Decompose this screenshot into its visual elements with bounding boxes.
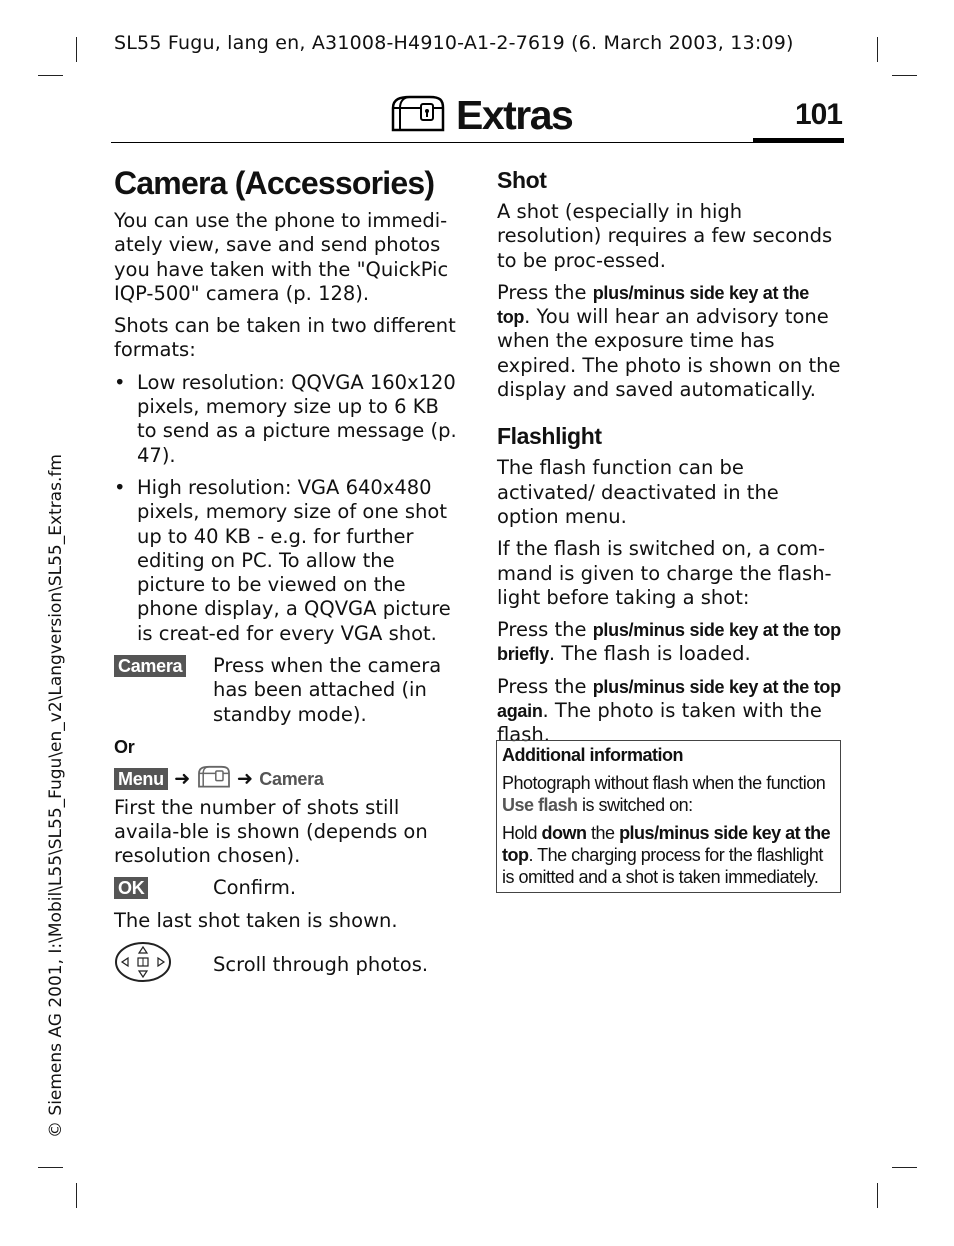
crop-mark (38, 75, 63, 76)
treasure-chest-icon (197, 765, 231, 789)
bullet-icon: • (114, 370, 126, 394)
additional-info-box (496, 740, 841, 893)
last-shot-paragraph: The last shot taken is shown. (114, 908, 398, 932)
ok-key: OK (114, 877, 148, 899)
camera-key-text: Press when the camera has been attached (in standby mode). (213, 654, 442, 726)
shot-press-paragraph (497, 281, 841, 402)
arrow-icon: ➜ (174, 767, 191, 791)
list-item (114, 371, 460, 468)
info-paragraph (502, 772, 834, 816)
shot-heading: Shot (497, 167, 547, 193)
text-span: is switched on: (577, 795, 693, 815)
menu-key: Menu (114, 768, 168, 790)
side-file-path: © Siemens AG 2001, I:\Mobil\L55\SL55_Fugu\en_v2\Langversion\SL55_Extras.fm (46, 454, 66, 1138)
page-number-rule (753, 138, 844, 143)
or-label: Or (114, 736, 135, 757)
ok-key-row (114, 876, 460, 900)
ok-key-text: Confirm. (213, 876, 297, 900)
text-span: Press the (497, 674, 593, 698)
text-span: Photograph without flash when the function (502, 773, 826, 793)
crop-mark (38, 1167, 63, 1168)
key-name: plus/minus side key at the top briefly (497, 620, 841, 665)
text-span: Hold (502, 823, 542, 843)
text-span: the (586, 823, 620, 843)
camera-key-row (114, 654, 460, 727)
flash-command-paragraph: If the flash is switched on, a com-mand is given to charge the flash-light before taking a shot: (497, 537, 832, 609)
crop-mark (76, 1183, 77, 1208)
section-heading: Camera (Accessories) (114, 165, 435, 201)
bullet-text: Low resolution: QQVGA 160x120 pixels, memory size up to 6 KB to send as a picture message (p. 47). (137, 370, 457, 467)
crop-mark (892, 75, 917, 76)
bullet-icon: • (114, 475, 126, 499)
treasure-chest-icon (390, 94, 446, 138)
intro-paragraph: You can use the phone to immedi-ately view, save and send photos you have taken with the "QuickPic IQP-500" camera (p. 128). (114, 209, 449, 305)
scroll-text: Scroll through photos. (213, 953, 429, 977)
formats-paragraph: Shots can be taken in two different formats: (114, 314, 456, 362)
emphasis: down (541, 823, 587, 843)
menu-option: Use flash (502, 795, 578, 815)
list-item (114, 476, 460, 646)
shots-available-paragraph: First the number of shots still availa-ble is shown (depends on resolution chosen). (114, 795, 428, 868)
page-title (390, 92, 572, 139)
arrow-icon: ➜ (236, 767, 254, 791)
left-column (114, 163, 460, 997)
key-name: plus/minus side key at the top (502, 823, 831, 865)
navigation-key-icon (114, 941, 172, 983)
key-name: plus/minus side key at the top again (497, 676, 841, 722)
info-title: Additional information (502, 745, 683, 765)
key-name: plus/minus side key at the top (497, 282, 810, 328)
info-paragraph (502, 822, 834, 888)
print-header: SL55 Fugu, lang en, A31008-H4910-A1-2-7619 (6. March 2003, 13:09) (114, 32, 794, 54)
crop-mark (892, 1167, 917, 1168)
text-span: Press the (497, 618, 593, 642)
text-span: . The flash is loaded. (548, 642, 751, 666)
page-number: 101 (794, 98, 842, 131)
flash-briefly-paragraph (497, 618, 841, 667)
crop-mark (877, 37, 878, 62)
crop-mark (877, 1183, 878, 1208)
text-span: . The charging process for the flashlight is omitted and a shot is taken immediately. (502, 845, 823, 887)
right-column (497, 166, 841, 756)
flashlight-heading: Flashlight (497, 423, 602, 450)
header-rule (111, 142, 753, 143)
text-span: . You will hear an advisory tone when the exposure time has expired. The photo is shown on the display and saved automatically. (497, 305, 841, 402)
title-text: Extras (456, 92, 573, 138)
menu-item-camera: Camera (259, 769, 324, 790)
scroll-row (114, 941, 460, 989)
crop-mark (76, 37, 77, 62)
text-span: Press the (497, 280, 593, 304)
bullet-text: High resolution: VGA 640x480 pixels, memory size of one shot up to 40 KB - e.g. for further editing on PC. To allow the picture to be viewed on the phone display, a QQVGA picture is creat-ed for every VGA shot. (137, 475, 451, 645)
shot-paragraph: A shot (especially in high resolution) requires a few seconds to be proc-essed. (497, 200, 833, 272)
camera-key: Camera (114, 655, 186, 677)
menu-path (114, 765, 460, 791)
flash-paragraph: The flash function can be activated/ deactivated in the option menu. (497, 456, 779, 528)
text-span: . The photo is taken with the flash. (497, 699, 822, 747)
flash-again-paragraph (497, 675, 841, 748)
